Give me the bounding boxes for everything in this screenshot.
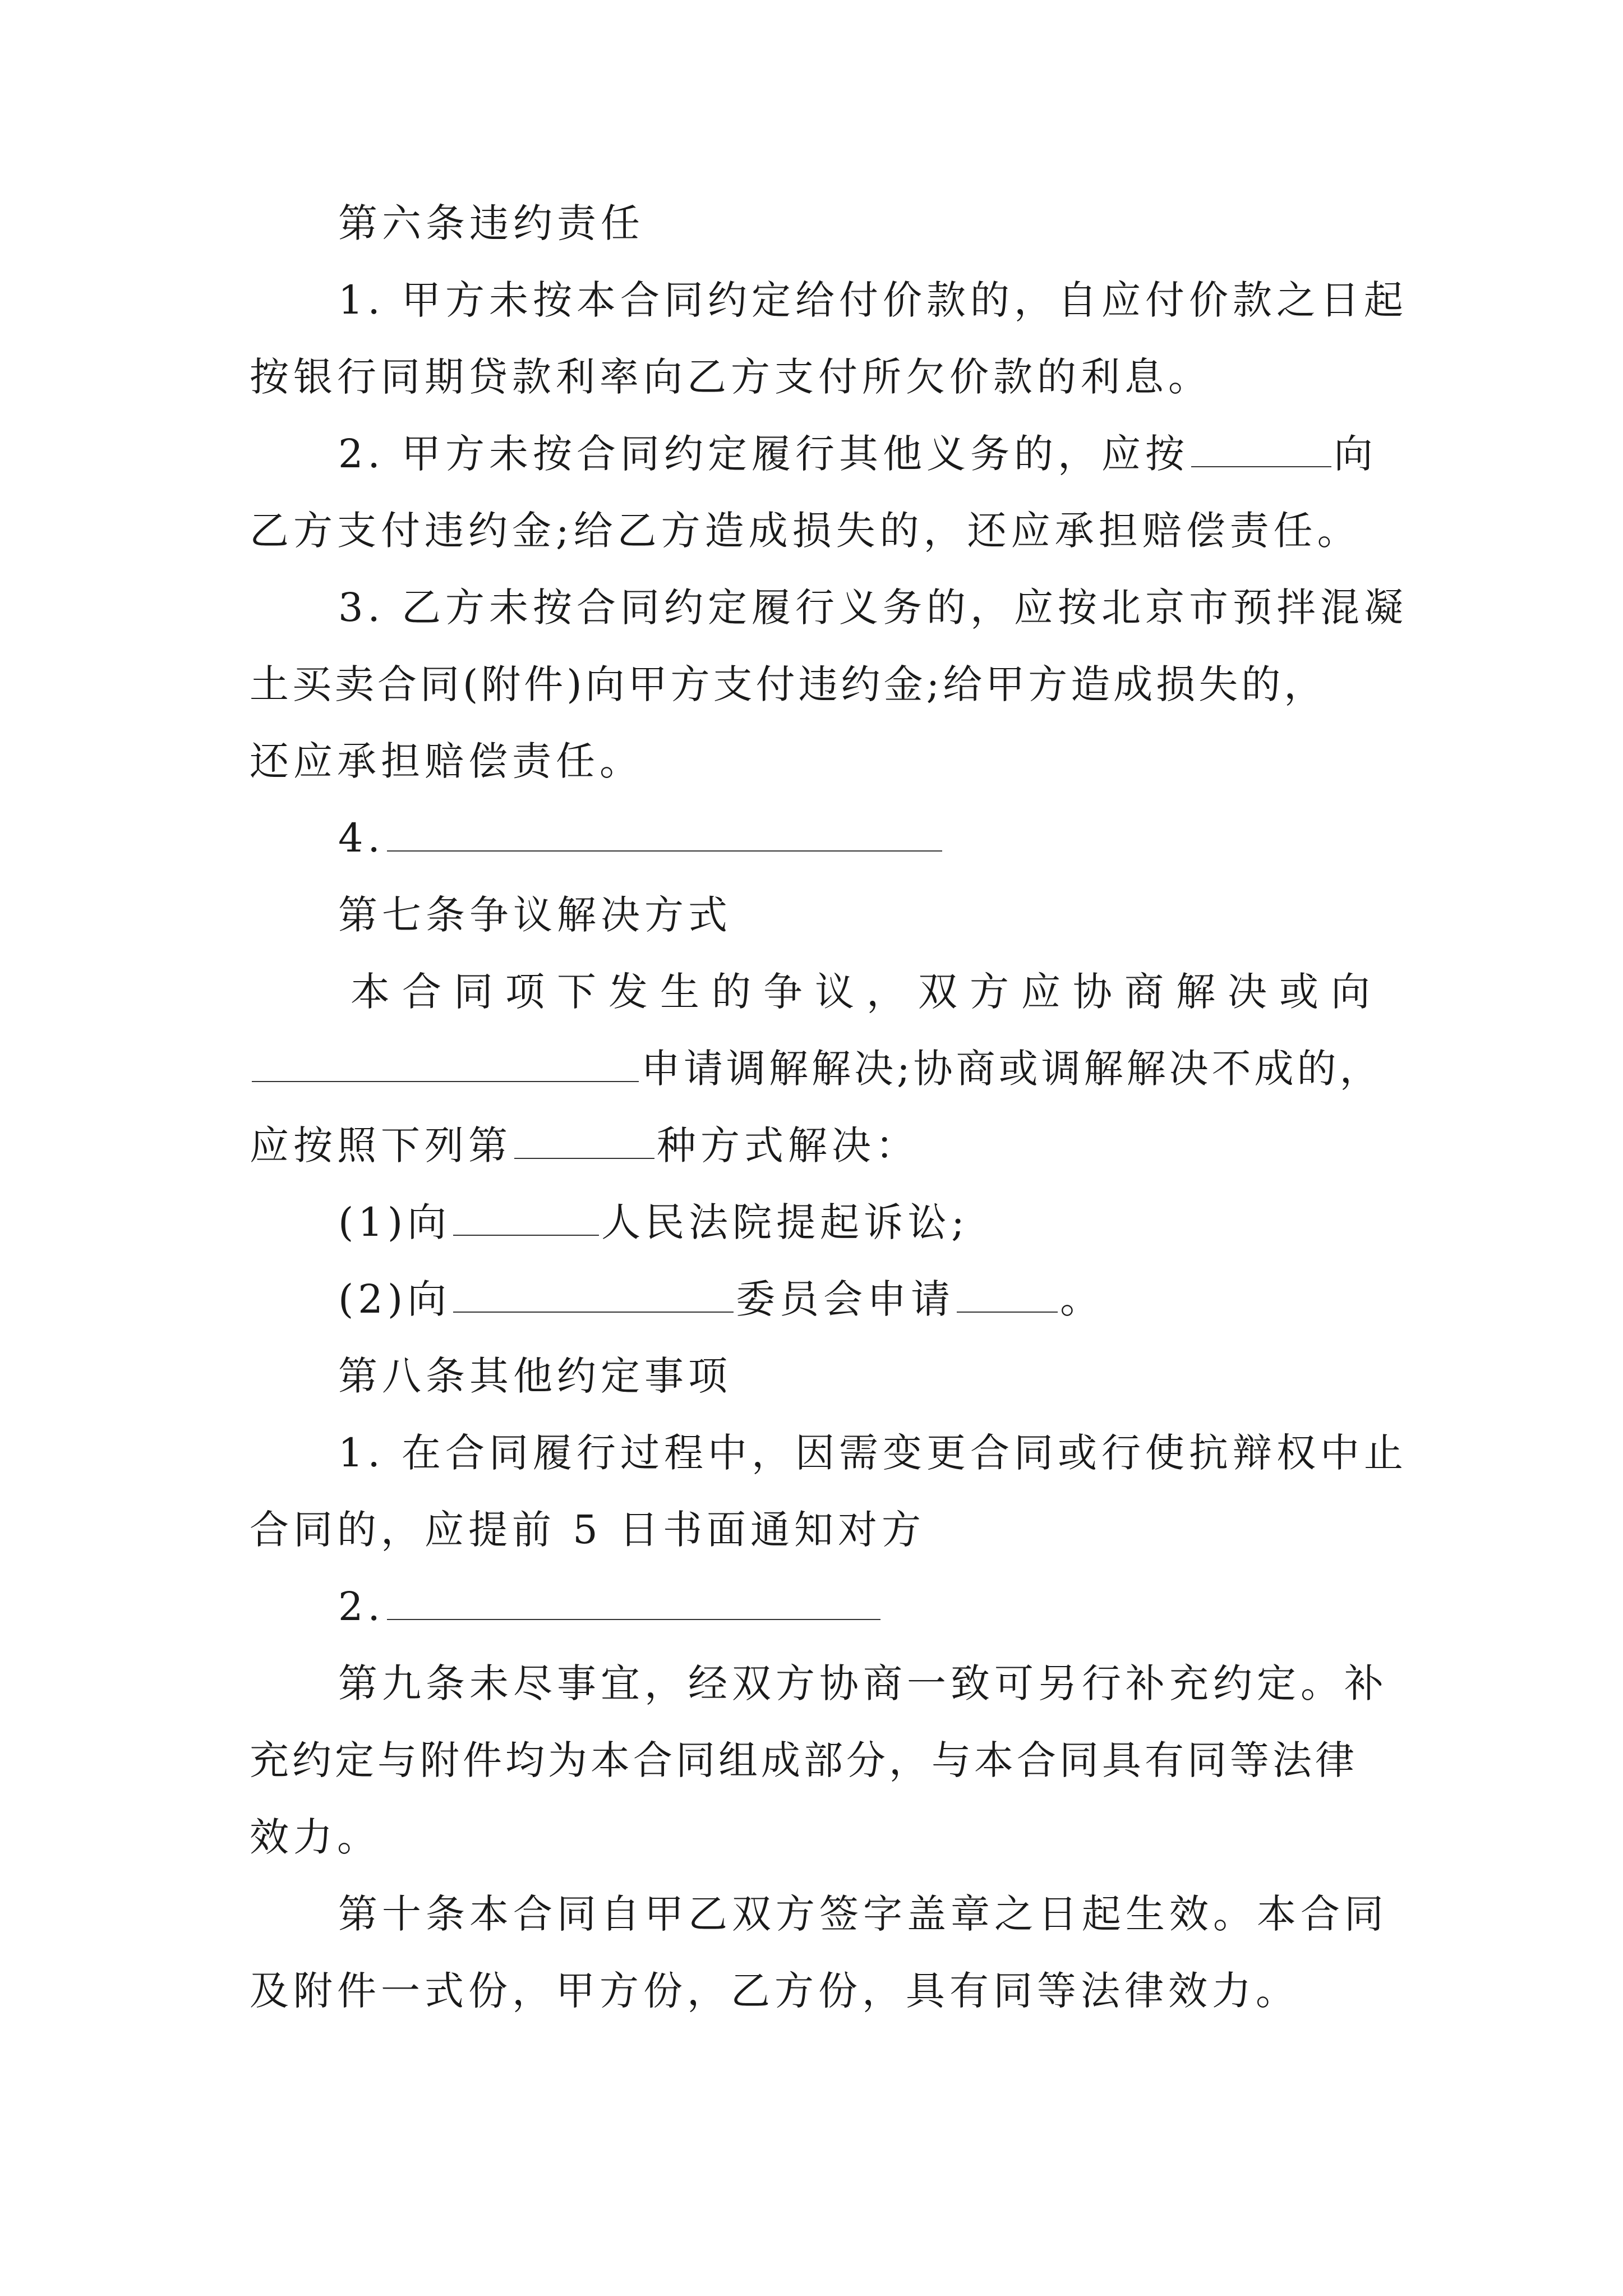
heading-article-7: 第七条争议解决方式 (338, 892, 732, 938)
paragraph-line: 第九条未尽事宜，经双方协商一致可另行补充约定。补 (338, 1660, 1388, 1706)
fill-blank (387, 819, 942, 852)
document-page (250, 185, 1408, 2030)
heading-article-8: 第八条其他约定事项 (338, 1353, 732, 1399)
paragraph-line: 效力。 (250, 1814, 381, 1860)
paragraph-line: 还应承担赔偿责任。 (250, 738, 643, 784)
paragraph-line: 及附件一式份，甲方份，乙方份，具有同等法律效力。 (250, 1968, 1299, 2014)
fill-blank (514, 1126, 654, 1159)
paragraph-line: 2. 甲方未按合同约定履行其他义务的，应按 向 (338, 431, 1378, 477)
paragraph-line: 土买卖合同(附件)向甲方支付违约金;给甲方造成损失的， (250, 661, 1327, 707)
paragraph-line: 4. (250, 800, 1399, 877)
paragraph-line: 1. 甲方未按本合同约定给付价款的，自应付价款之日起 (338, 277, 1408, 323)
fill-blank (252, 1050, 639, 1082)
heading-article-6: 第六条违约责任 (338, 200, 644, 246)
paragraph-line: 本合同项下发生的争议，双方应协商解决或向 (351, 969, 1382, 1015)
paragraph-line: (1)向 人民法院提起诉讼; (338, 1199, 969, 1245)
paragraph-line: 应按照下列第 种方式解决： (250, 1122, 919, 1168)
paragraph-line: 3. 乙方未按合同约定履行义务的，应按北京市预拌混凝 (338, 585, 1408, 631)
fill-blank (957, 1280, 1058, 1313)
paragraph-line: 2. (250, 1568, 1399, 1645)
paragraph-line: (2)向 委员会申请 。 (338, 1276, 1104, 1322)
paragraph-line: 乙方支付违约金;给乙方造成损失的，还应承担赔偿责任。 (250, 508, 1361, 554)
fill-blank (453, 1203, 599, 1236)
paragraph-line: 第十条本合同自甲乙双方签字盖章之日起生效。本合同 (338, 1891, 1388, 1937)
fill-blank (453, 1280, 734, 1313)
fill-blank (387, 1588, 880, 1620)
paragraph-line: 合同的，应提前 5 日书面通知对方 (250, 1507, 926, 1553)
paragraph-line: 按银行同期贷款利率向乙方支付所欠价款的利息。 (250, 354, 1212, 400)
paragraph-line: 申请调解解决;协商或调解解决不成的， (250, 1030, 1399, 1107)
paragraph-line: 充约定与附件均为本合同组成部分，与本合同具有同等法律 (250, 1737, 1358, 1783)
paragraph-line: 1. 在合同履行过程中，因需变更合同或行使抗辩权中止 (338, 1430, 1408, 1476)
fill-blank (1191, 435, 1331, 467)
